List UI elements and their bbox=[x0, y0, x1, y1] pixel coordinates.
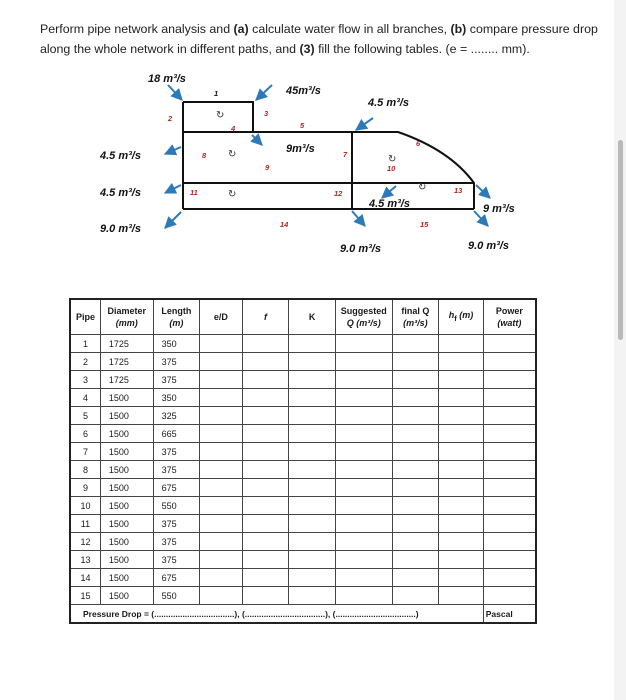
header-ed bbox=[200, 299, 243, 335]
cell-length: 375 bbox=[153, 533, 200, 551]
cell-pipe: 3 bbox=[70, 371, 100, 389]
table-row bbox=[70, 353, 536, 371]
cell-pipe: 10 bbox=[70, 497, 100, 515]
cell-length: 375 bbox=[153, 515, 200, 533]
cell-suggested-q bbox=[335, 371, 392, 389]
cell-k bbox=[289, 551, 336, 569]
cell-final-q bbox=[392, 551, 439, 569]
cell-ed bbox=[200, 425, 243, 443]
cell-pipe: 1 bbox=[70, 335, 100, 353]
cell-pipe: 8 bbox=[70, 461, 100, 479]
pipe-number-15: 15 bbox=[420, 220, 429, 229]
pressure-drop-unit-cell bbox=[483, 605, 536, 624]
flow-label-bottom-9a: 9.0 m³/s bbox=[340, 243, 381, 255]
pipe-number-14: 14 bbox=[280, 220, 289, 229]
cell-length: 375 bbox=[153, 461, 200, 479]
cell-hf bbox=[439, 479, 484, 497]
cell-ed bbox=[200, 443, 243, 461]
question-part2: calculate water flow in all branches, bbox=[248, 22, 451, 36]
cell-pipe: 4 bbox=[70, 389, 100, 407]
cell-diameter: 1500 bbox=[100, 389, 153, 407]
cell-pipe: 14 bbox=[70, 569, 100, 587]
cell-k bbox=[289, 569, 336, 587]
cell-diameter: 1500 bbox=[100, 497, 153, 515]
cell-ed bbox=[200, 389, 243, 407]
question-part3: compare pressure drop along the whole network in different paths, and bbox=[40, 22, 598, 56]
header-power bbox=[483, 299, 536, 335]
cell-hf bbox=[439, 425, 484, 443]
cell-f bbox=[242, 587, 289, 605]
cell-hf bbox=[439, 515, 484, 533]
cell-f bbox=[242, 515, 289, 533]
cell-hf bbox=[439, 353, 484, 371]
cell-power bbox=[483, 443, 536, 461]
cell-ed bbox=[200, 497, 243, 515]
pressure-drop-end: ) bbox=[415, 608, 419, 619]
arrow-right-9 bbox=[476, 185, 490, 198]
question-b-mark: (b) bbox=[450, 22, 467, 36]
cell-ed bbox=[200, 371, 243, 389]
cell-final-q bbox=[392, 587, 439, 605]
cell-pipe: 7 bbox=[70, 443, 100, 461]
header-suggested bbox=[335, 299, 392, 335]
cell-pipe: 9 bbox=[70, 479, 100, 497]
cell-length: 325 bbox=[153, 407, 200, 425]
scrollbar-thumb[interactable] bbox=[618, 140, 623, 340]
pipe-lines bbox=[183, 102, 474, 209]
cell-suggested-q bbox=[335, 443, 392, 461]
header-length-unit: (m) bbox=[169, 318, 184, 328]
cell-final-q bbox=[392, 479, 439, 497]
cell-f bbox=[242, 551, 289, 569]
table-row bbox=[70, 407, 536, 425]
cell-suggested-q bbox=[335, 461, 392, 479]
cell-power bbox=[483, 407, 536, 425]
header-finalq-unit: (m³/s) bbox=[403, 318, 428, 328]
cell-hf bbox=[439, 569, 484, 587]
table-row bbox=[70, 497, 536, 515]
header-pipe-label: Pipe bbox=[75, 312, 95, 322]
cell-length: 675 bbox=[153, 569, 200, 587]
cell-k bbox=[289, 335, 336, 353]
pipe-number-1: 1 bbox=[214, 89, 219, 98]
cell-power bbox=[483, 389, 536, 407]
cell-ed bbox=[200, 551, 243, 569]
pressure-drop-unit: Pascal bbox=[485, 608, 513, 619]
cell-ed bbox=[200, 533, 243, 551]
cell-diameter: 1500 bbox=[100, 425, 153, 443]
pipe-number-5: 5 bbox=[300, 121, 305, 130]
pipe-number-7: 7 bbox=[343, 150, 348, 159]
cell-hf bbox=[439, 497, 484, 515]
cell-pipe: 11 bbox=[70, 515, 100, 533]
cell-ed bbox=[200, 407, 243, 425]
header-suggested-label: Suggested bbox=[340, 306, 387, 316]
cell-length: 550 bbox=[153, 587, 200, 605]
cell-pipe: 5 bbox=[70, 407, 100, 425]
cell-power bbox=[483, 353, 536, 371]
loop-arrow-icon: ↻ bbox=[228, 149, 237, 160]
arrow-left-45a bbox=[165, 147, 181, 154]
cell-f bbox=[242, 353, 289, 371]
loop-arrow-icon: ↻ bbox=[216, 110, 225, 121]
question-part4: fill the following tables. (e = ........ mm). bbox=[314, 42, 530, 56]
cell-f bbox=[242, 407, 289, 425]
cell-hf bbox=[439, 335, 484, 353]
pressure-drop-cell bbox=[70, 605, 483, 624]
cell-suggested-q bbox=[335, 353, 392, 371]
cell-suggested-q bbox=[335, 389, 392, 407]
cell-hf bbox=[439, 533, 484, 551]
vertical-scrollbar[interactable] bbox=[616, 0, 626, 700]
table-row bbox=[70, 569, 536, 587]
cell-final-q bbox=[392, 443, 439, 461]
question-text bbox=[40, 19, 600, 59]
cell-pipe: 12 bbox=[70, 533, 100, 551]
cell-suggested-q bbox=[335, 587, 392, 605]
cell-suggested-q bbox=[335, 479, 392, 497]
pressure-drop-row bbox=[70, 605, 536, 624]
cell-k bbox=[289, 371, 336, 389]
cell-diameter: 1500 bbox=[100, 587, 153, 605]
cell-power bbox=[483, 425, 536, 443]
cell-final-q bbox=[392, 407, 439, 425]
cell-diameter: 1500 bbox=[100, 533, 153, 551]
pipe-network-diagram bbox=[0, 60, 614, 260]
pipe-number-3: 3 bbox=[264, 109, 269, 118]
arrow-in-45 bbox=[256, 85, 272, 100]
cell-f bbox=[242, 389, 289, 407]
arrow-inner-45 bbox=[382, 186, 396, 198]
cell-f bbox=[242, 425, 289, 443]
cell-k bbox=[289, 353, 336, 371]
arrow-in-top bbox=[168, 85, 182, 100]
pressure-drop-blank-2: .................................. bbox=[244, 608, 326, 619]
pressure-drop-label: Pressure Drop = ( bbox=[83, 608, 155, 619]
cell-length: 550 bbox=[153, 497, 200, 515]
pressure-drop-sep-1: ), ( bbox=[234, 608, 245, 619]
cell-k bbox=[289, 515, 336, 533]
cell-ed bbox=[200, 515, 243, 533]
cell-final-q bbox=[392, 425, 439, 443]
flow-label-inner-45: 4.5 m³/s bbox=[369, 198, 410, 210]
cell-k bbox=[289, 407, 336, 425]
flow-arrows bbox=[165, 85, 490, 228]
cell-suggested-q bbox=[335, 497, 392, 515]
cell-hf bbox=[439, 389, 484, 407]
cell-ed bbox=[200, 461, 243, 479]
pipe-number-4: 4 bbox=[231, 124, 236, 133]
header-f-label: f bbox=[264, 312, 267, 322]
flow-label-right-9: 9 m³/s bbox=[483, 203, 515, 215]
pipe-number-9: 9 bbox=[265, 163, 270, 172]
cell-f bbox=[242, 497, 289, 515]
table-row bbox=[70, 461, 536, 479]
table-row bbox=[70, 335, 536, 353]
cell-suggested-q bbox=[335, 425, 392, 443]
cell-diameter: 1725 bbox=[100, 353, 153, 371]
cell-f bbox=[242, 371, 289, 389]
header-pipe bbox=[70, 299, 100, 335]
header-suggested-unit: Q (m³/s) bbox=[346, 318, 381, 328]
cell-diameter: 1500 bbox=[100, 515, 153, 533]
table-row bbox=[70, 479, 536, 497]
header-k bbox=[289, 299, 336, 335]
pressure-drop-blank-1: .................................. bbox=[154, 608, 235, 619]
cell-suggested-q bbox=[335, 515, 392, 533]
table-row bbox=[70, 443, 536, 461]
cell-power bbox=[483, 587, 536, 605]
cell-k bbox=[289, 533, 336, 551]
cell-f bbox=[242, 569, 289, 587]
cell-f bbox=[242, 461, 289, 479]
pipe-number-11: 11 bbox=[190, 188, 198, 197]
pipe-number-12: 12 bbox=[334, 189, 343, 198]
cell-final-q bbox=[392, 389, 439, 407]
cell-length: 350 bbox=[153, 335, 200, 353]
cell-power bbox=[483, 461, 536, 479]
cell-k bbox=[289, 461, 336, 479]
cell-hf bbox=[439, 407, 484, 425]
table-row bbox=[70, 389, 536, 407]
header-f bbox=[242, 299, 289, 335]
cell-diameter: 1725 bbox=[100, 335, 153, 353]
cell-ed bbox=[200, 479, 243, 497]
cell-pipe: 15 bbox=[70, 587, 100, 605]
cell-length: 350 bbox=[153, 389, 200, 407]
cell-diameter: 1500 bbox=[100, 407, 153, 425]
header-length-label: Length bbox=[161, 306, 192, 316]
cell-diameter: 1500 bbox=[100, 461, 153, 479]
flow-label-left-45b: 4.5 m³/s bbox=[100, 187, 141, 199]
header-power-label: Power bbox=[495, 306, 523, 316]
flow-label-45: 45m³/s bbox=[286, 85, 321, 97]
cell-power bbox=[483, 479, 536, 497]
cell-suggested-q bbox=[335, 569, 392, 587]
cell-k bbox=[289, 497, 336, 515]
cell-k bbox=[289, 425, 336, 443]
question-a-mark: (a) bbox=[233, 22, 249, 36]
header-hf-subscript: f bbox=[454, 313, 457, 323]
cell-pipe: 2 bbox=[70, 353, 100, 371]
cell-length: 375 bbox=[153, 443, 200, 461]
cell-k bbox=[289, 389, 336, 407]
cell-hf bbox=[439, 443, 484, 461]
table-row bbox=[70, 533, 536, 551]
header-finalq-label: final Q bbox=[401, 306, 430, 316]
cell-suggested-q bbox=[335, 533, 392, 551]
arrow-left-9 bbox=[165, 212, 181, 228]
cell-length: 375 bbox=[153, 371, 200, 389]
flow-label-4-5-top: 4.5 m³/s bbox=[368, 97, 409, 109]
flow-label-top: 18 m³/s bbox=[148, 73, 186, 85]
cell-hf bbox=[439, 551, 484, 569]
flow-label-bottom-9b: 9.0 m³/s bbox=[468, 240, 509, 252]
cell-suggested-q bbox=[335, 551, 392, 569]
cell-pipe: 6 bbox=[70, 425, 100, 443]
pipe-number-2: 2 bbox=[168, 114, 173, 123]
cell-length: 375 bbox=[153, 551, 200, 569]
cell-ed bbox=[200, 335, 243, 353]
cell-power bbox=[483, 551, 536, 569]
cell-diameter: 1500 bbox=[100, 551, 153, 569]
cell-suggested-q bbox=[335, 335, 392, 353]
arrow-bottom-9a bbox=[352, 211, 365, 226]
pressure-drop-sep-2: ), ( bbox=[325, 608, 336, 619]
pipe-number-6: 6 bbox=[416, 139, 421, 148]
pipe-number-10: 10 bbox=[387, 164, 396, 173]
cell-k bbox=[289, 479, 336, 497]
header-hf bbox=[439, 299, 484, 335]
header-k-label: K bbox=[308, 312, 316, 322]
table-body bbox=[70, 335, 536, 624]
cell-final-q bbox=[392, 533, 439, 551]
cell-final-q bbox=[392, 335, 439, 353]
table-row bbox=[70, 515, 536, 533]
cell-suggested-q bbox=[335, 407, 392, 425]
cell-power bbox=[483, 335, 536, 353]
header-diameter-label: Diameter bbox=[107, 306, 146, 316]
cell-f bbox=[242, 443, 289, 461]
cell-diameter: 1500 bbox=[100, 443, 153, 461]
table-row bbox=[70, 371, 536, 389]
cell-final-q bbox=[392, 353, 439, 371]
cell-diameter: 1500 bbox=[100, 569, 153, 587]
pipe-data-table bbox=[69, 298, 537, 624]
header-hf-label: h bbox=[448, 310, 455, 321]
cell-final-q bbox=[392, 515, 439, 533]
cell-hf bbox=[439, 461, 484, 479]
cell-length: 375 bbox=[153, 353, 200, 371]
cell-final-q bbox=[392, 497, 439, 515]
header-length bbox=[153, 299, 200, 335]
cell-final-q bbox=[392, 371, 439, 389]
cell-power bbox=[483, 515, 536, 533]
header-power-unit: (watt) bbox=[497, 318, 522, 328]
header-diameter bbox=[100, 299, 153, 335]
cell-power bbox=[483, 497, 536, 515]
cell-length: 665 bbox=[153, 425, 200, 443]
arrow-left-45b bbox=[165, 185, 181, 193]
loop-arrow-icon: ↻ bbox=[418, 182, 427, 193]
cell-length: 675 bbox=[153, 479, 200, 497]
cell-f bbox=[242, 479, 289, 497]
cell-diameter: 1725 bbox=[100, 371, 153, 389]
table-row bbox=[70, 587, 536, 605]
arrow-in-4-5 bbox=[356, 118, 373, 130]
cell-f bbox=[242, 335, 289, 353]
header-finalq bbox=[392, 299, 439, 335]
table-header-row bbox=[70, 299, 536, 335]
cell-ed bbox=[200, 587, 243, 605]
pipe-number-13: 13 bbox=[454, 186, 463, 195]
cell-hf bbox=[439, 371, 484, 389]
cell-ed bbox=[200, 353, 243, 371]
header-hf-unit: (m) bbox=[456, 310, 474, 321]
cell-final-q bbox=[392, 569, 439, 587]
table-row bbox=[70, 551, 536, 569]
cell-pipe: 13 bbox=[70, 551, 100, 569]
question-c-mark: (3) bbox=[299, 42, 315, 56]
header-ed-label: e/D bbox=[213, 312, 228, 322]
pipe-number-8: 8 bbox=[202, 151, 207, 160]
cell-power bbox=[483, 569, 536, 587]
cell-f bbox=[242, 533, 289, 551]
header-diameter-unit: (mm) bbox=[115, 318, 138, 328]
cell-ed bbox=[200, 569, 243, 587]
cell-power bbox=[483, 533, 536, 551]
pressure-drop-blank-3: .................................. bbox=[335, 608, 416, 619]
cell-final-q bbox=[392, 461, 439, 479]
cell-k bbox=[289, 587, 336, 605]
arrow-mid-9 bbox=[252, 135, 262, 145]
cell-power bbox=[483, 371, 536, 389]
flow-label-left-9: 9.0 m³/s bbox=[100, 223, 141, 235]
loop-arrow-icon: ↻ bbox=[228, 189, 237, 200]
flow-label-left-45a: 4.5 m³/s bbox=[100, 150, 141, 162]
table-row bbox=[70, 425, 536, 443]
loop-arrow-icon: ↻ bbox=[388, 154, 397, 165]
cell-hf bbox=[439, 587, 484, 605]
question-part1: Perform pipe network analysis and bbox=[40, 22, 234, 36]
flow-label-mid-9: 9m³/s bbox=[286, 143, 315, 155]
cell-diameter: 1500 bbox=[100, 479, 153, 497]
cell-k bbox=[289, 443, 336, 461]
